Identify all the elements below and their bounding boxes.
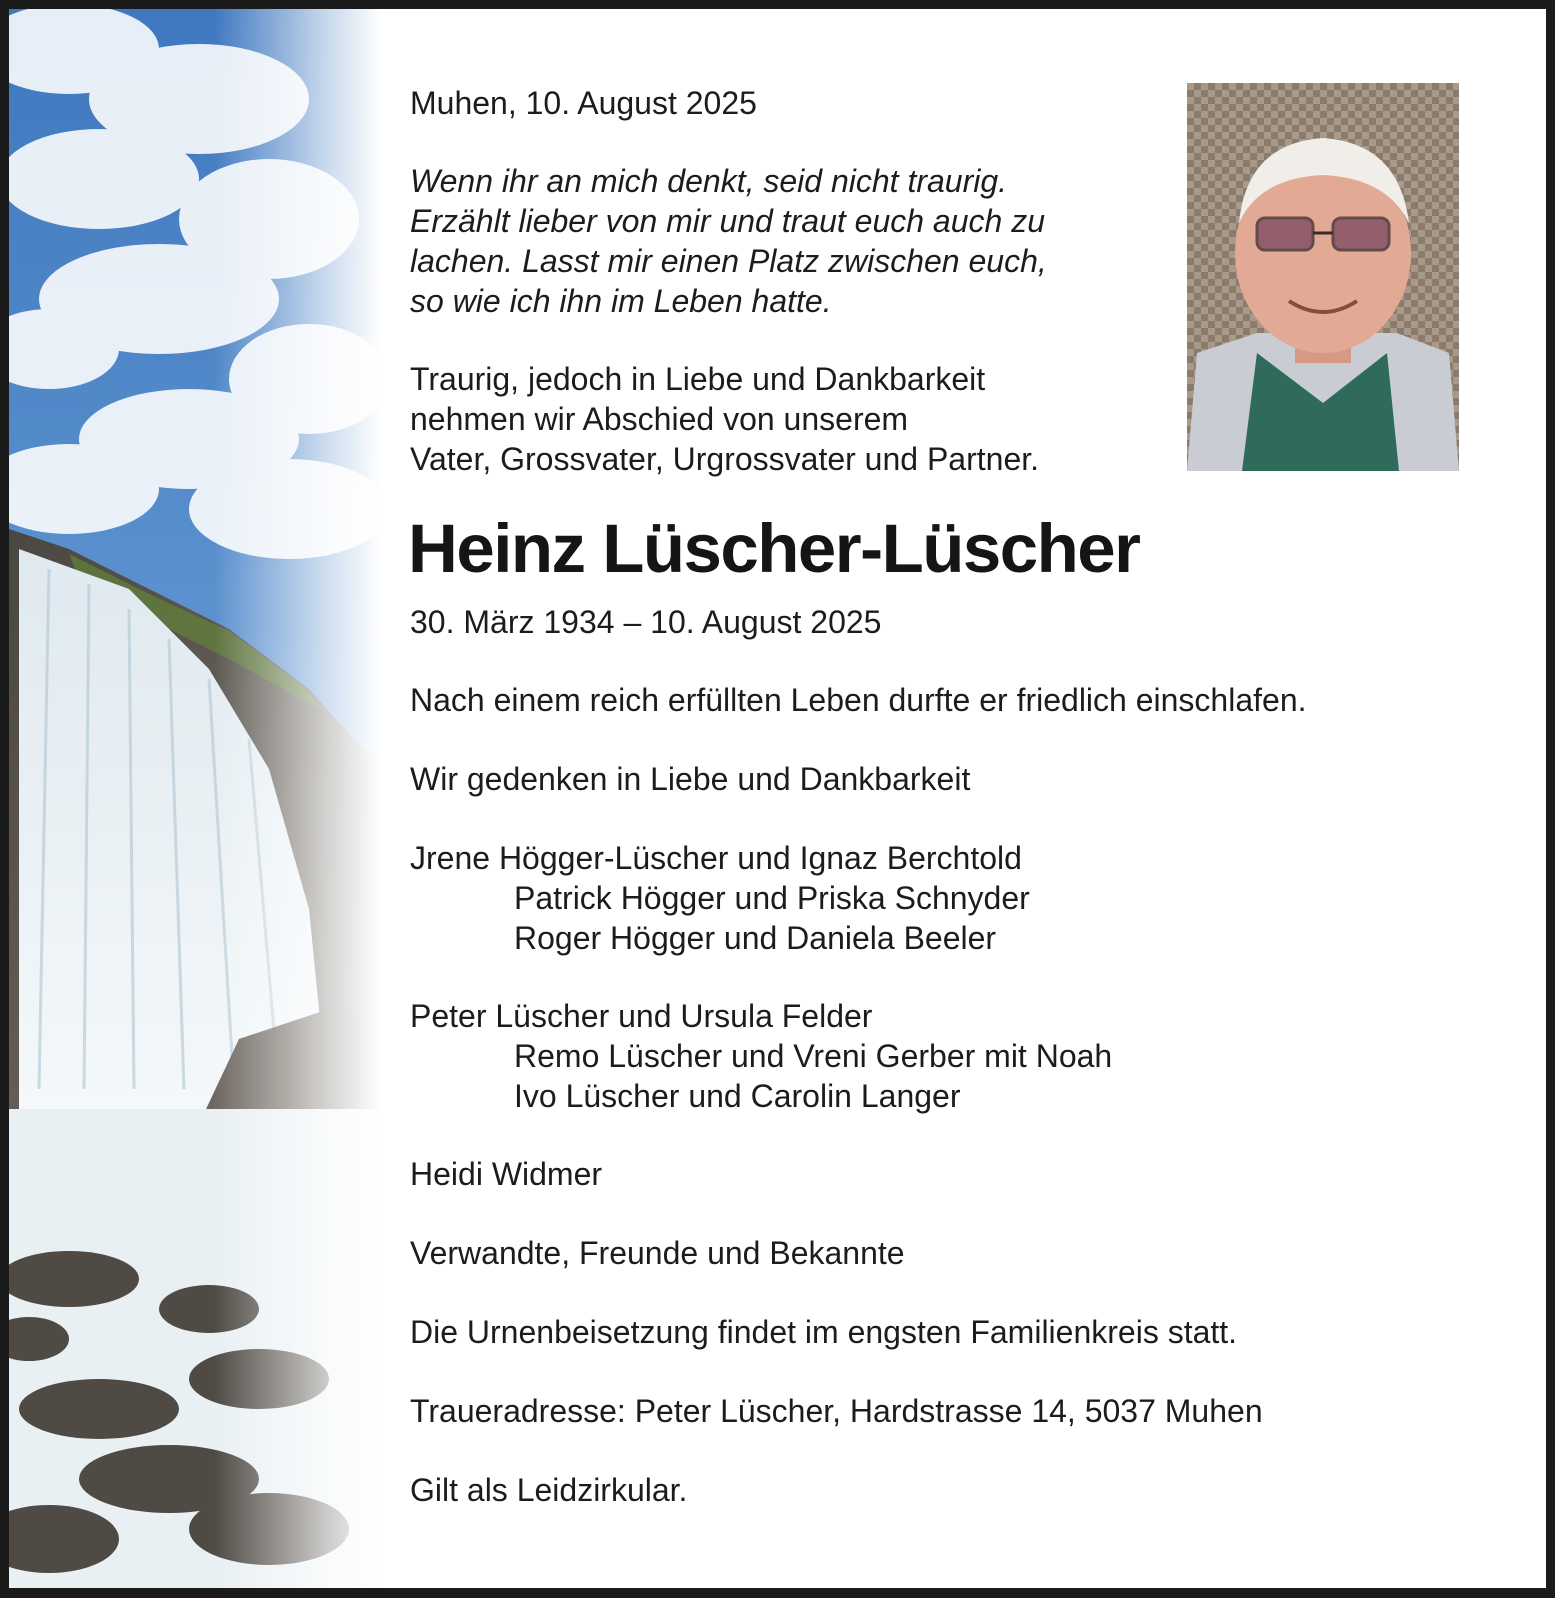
family-head: Heidi Widmer (410, 1156, 603, 1192)
portrait-photo (1187, 83, 1459, 471)
intro-line: Traurig, jedoch in Liebe und Dankbarkeit (410, 361, 986, 397)
waterfall-landscape-image (9, 9, 381, 1589)
intro-line: nehmen wir Abschied von unserem (410, 401, 909, 437)
burial-note: Die Urnenbeisetzung findet im engsten Familienkreis statt. (410, 1314, 1238, 1350)
remember-line: Wir gedenken in Liebe und Dankbarkeit (410, 761, 971, 797)
family-child: Patrick Högger und Priska Schnyder (514, 880, 1030, 916)
deceased-name: Heinz Lüscher-Lüscher (408, 510, 1140, 587)
family-child: Remo Lüscher und Vreni Gerber mit Noah (514, 1038, 1113, 1074)
poem-line: so wie ich ihn im Leben hatte. (410, 283, 832, 319)
family-child: Ivo Lüscher und Carolin Langer (514, 1078, 961, 1114)
family-head: Jrene Högger-Lüscher und Ignaz Berchtold (410, 840, 1022, 876)
farewell-sentence: Nach einem reich erfüllten Leben durfte er friedlich einschlafen. (410, 682, 1307, 718)
mourning-address: Traueradresse: Peter Lüscher, Hardstrasse 14, 5037 Muhen (410, 1393, 1263, 1429)
poem-line: Wenn ihr an mich denkt, seid nicht traurig. (410, 163, 1008, 199)
life-dates: 30. März 1934 – 10. August 2025 (410, 604, 882, 640)
intro-line: Vater, Grossvater, Urgrossvater und Partner. (410, 441, 1040, 477)
circular-note: Gilt als Leidzirkular. (410, 1472, 688, 1508)
place-date: Muhen, 10. August 2025 (410, 85, 757, 121)
relatives-line: Verwandte, Freunde und Bekannte (410, 1235, 905, 1271)
family-child: Roger Högger und Daniela Beeler (514, 920, 997, 956)
poem-line: Erzählt lieber von mir und traut euch auch zu (410, 203, 1045, 239)
family-head: Peter Lüscher und Ursula Felder (410, 998, 873, 1034)
poem-line: lachen. Lasst mir einen Platz zwischen euch, (410, 243, 1047, 279)
